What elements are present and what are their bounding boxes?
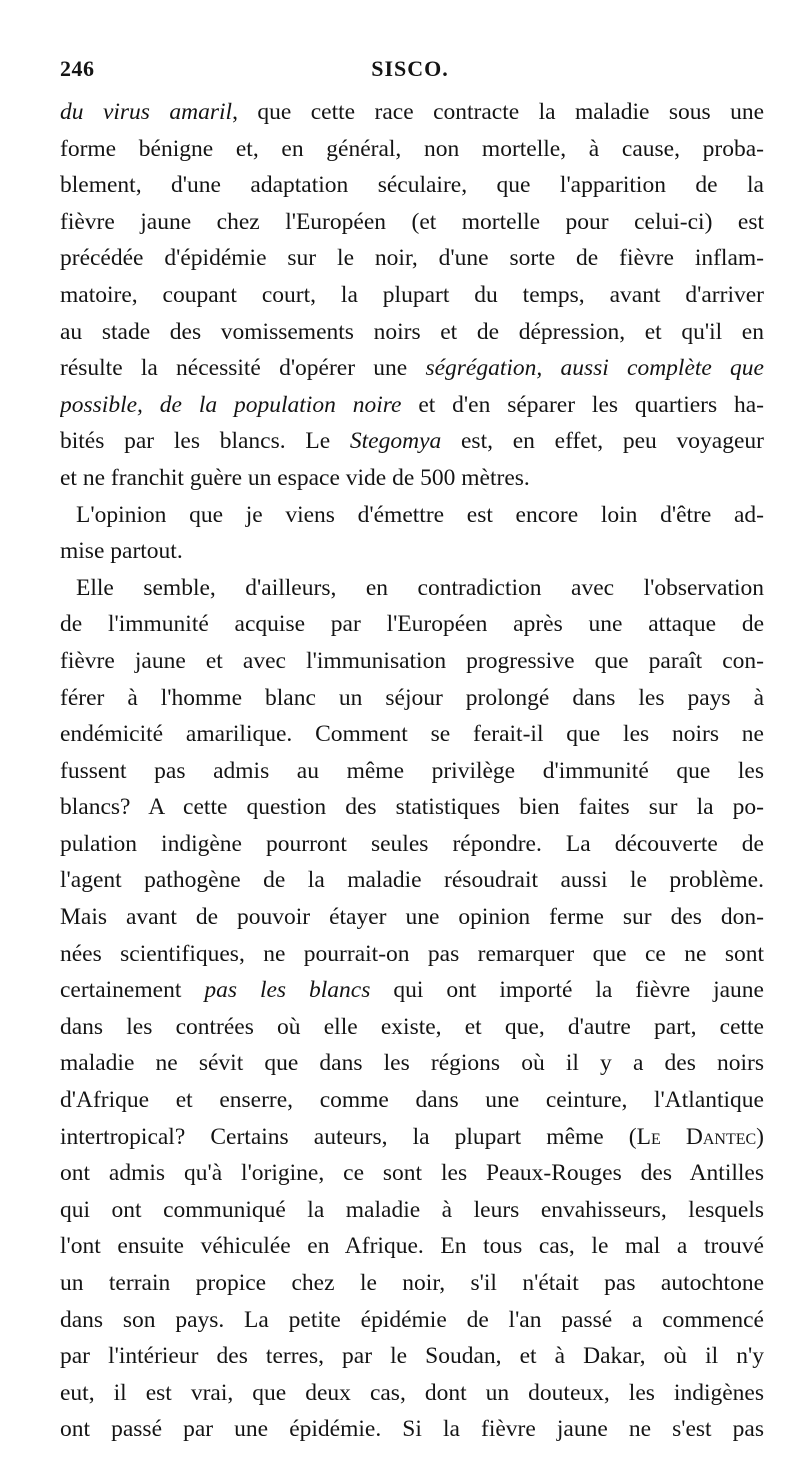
- text-line: ont passé par une épidémie. Si la fièvre jaune ne s'est pas: [60, 1416, 764, 1443]
- text-line: résulte la nécessité d'opérer une ségrégation, aussi complète que: [60, 355, 764, 382]
- text-line: maladie ne sévit que dans les régions où il y a des noirs: [60, 1050, 764, 1077]
- text-line: eut, il est vrai, que deux cas, dont un douteux, les indigènes: [60, 1379, 764, 1406]
- text-line: pulation indigène pourront seules répondre. La découverte de: [60, 830, 764, 857]
- text-line: certainement pas les blancs qui ont importé la fièvre jaune: [60, 977, 764, 1004]
- text-line: ont admis qu'à l'origine, ce sont les Peaux-Rouges des Antilles: [60, 1160, 764, 1187]
- text-line: nées scientifiques, ne pourrait-on pas remarquer que ce ne sont: [60, 940, 764, 967]
- text-line: dans son pays. La petite épidémie de l'an passé a commencé: [60, 1306, 764, 1333]
- text-line: l'agent pathogène de la maladie résoudrait aussi le problème.: [60, 867, 764, 894]
- text-line: fussent pas admis au même privilège d'immunité que les: [60, 757, 764, 784]
- text-line: blement, d'une adaptation séculaire, que l'apparition de la: [60, 172, 764, 199]
- text-line: matoire, coupant court, la plupart du temps, avant d'arriver: [60, 281, 764, 308]
- text-line: Mais avant de pouvoir étayer une opinion ferme sur des don-: [60, 904, 764, 931]
- text-line: fièvre jaune et avec l'immunisation progressive que paraît con-: [60, 647, 764, 674]
- text-line: l'ont ensuite véhiculée en Afrique. En tous cas, le mal a trouvé: [60, 1233, 764, 1260]
- text-line: endémicité amarilique. Comment se ferait-il que les noirs ne: [60, 721, 764, 748]
- text-line: de l'immunité acquise par l'Européen après une attaque de: [60, 611, 764, 638]
- body-text: [60, 94, 764, 1448]
- text-line: par l'intérieur des terres, par le Soudan, et à Dakar, où il n'y: [60, 1343, 764, 1370]
- text-line: blancs? A cette question des statistiques bien faites sur la po-: [60, 794, 764, 821]
- text-line: bités par les blancs. Le Stegomya est, en effet, peu voyageur: [60, 428, 764, 455]
- text-line: intertropical? Certains auteurs, la plupart même (Le Dantec): [60, 1123, 764, 1150]
- text-line: forme bénigne et, en général, non mortelle, à cause, proba-: [60, 135, 764, 162]
- text-line: Elle semble, d'ailleurs, en contradiction avec l'observation: [76, 574, 764, 601]
- text-line: qui ont communiqué la maladie à leurs envahisseurs, lesquels: [60, 1196, 764, 1223]
- text-line: du virus amaril, que cette race contracte la maladie sous une: [60, 99, 764, 125]
- text-line: férer à l'homme blanc un séjour prolongé dans les pays à: [60, 684, 764, 711]
- page-number: 246: [60, 56, 95, 81]
- text-line: précédée d'épidémie sur le noir, d'une sorte de fièvre inflam-: [60, 245, 764, 272]
- text-line: et ne franchit guère un espace vide de 500 mètres.: [60, 464, 530, 491]
- text-line: dans les contrées où elle existe, et que, d'autre part, cette: [60, 1013, 764, 1040]
- text-line: L'opinion que je viens d'émettre est encore loin d'être ad-: [76, 501, 764, 528]
- running-head: SISCO.: [371, 56, 449, 81]
- text-line: au stade des vomissements noirs et de dépression, et qu'il en: [60, 318, 764, 345]
- text-line: un terrain propice chez le noir, s'il n'était pas autochtone: [60, 1270, 764, 1296]
- text-line: d'Afrique et enserre, comme dans une ceinture, l'Atlantique: [60, 1087, 764, 1114]
- text-line: fièvre jaune chez l'Européen (et mortelle pour celui-ci) est: [60, 208, 764, 235]
- text-line: possible, de la population noire et d'en séparer les quartiers ha-: [60, 391, 764, 418]
- text-line: mise partout.: [60, 538, 183, 565]
- page-header: [60, 56, 760, 88]
